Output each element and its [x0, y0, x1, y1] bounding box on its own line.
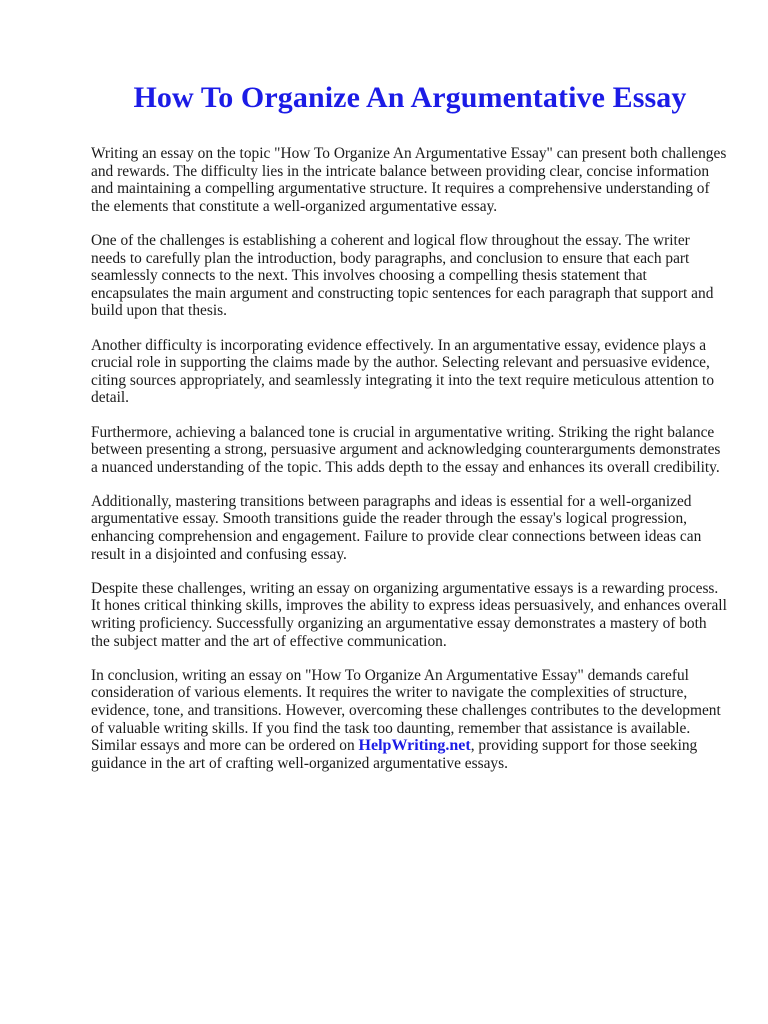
paragraph-conclusion: [91, 667, 727, 773]
paragraph-intro: Writing an essay on the topic "How To Organize An Argumentative Essay" can present both challenges and rewards. The difficulty lies in the intricate balance between providing clear, concise information and maintaining a compelling argumentative structure. It requires a comprehensive understanding of the elements that constitute a well-organized argumentative essay.: [91, 145, 727, 215]
conclusion-text-before-link: In conclusion, writing an essay on "How To Organize An Argumentative Essay" demands careful consideration of various elements. It requires the writer to navigate the complexities of structure, evidence, tone, and transitions. However, overcoming these challenges contributes to the development of valuable writing skills. If you find the task too daunting, remember that assistance is available. Similar essays and more can be ordered on: [91, 666, 721, 755]
paragraph-flow: One of the challenges is establishing a coherent and logical flow throughout the essay. The writer needs to carefully plan the introduction, body paragraphs, and conclusion to ensure that each part seamlessly connects to the next. This involves choosing a compelling thesis statement that encapsulates the main argument and constructing topic sentences for each paragraph that support and build upon that thesis.: [91, 231, 714, 320]
paragraph-transitions: Additionally, mastering transitions between paragraphs and ideas is essential for a well-organized argumentative essay. Smooth transitions guide the reader through the essay's logical progression, enhancing comprehension and engagement. Failure to provide clear connections between ideas can result in a disjointed and confusing essay.: [91, 492, 702, 563]
helpwriting-link[interactable]: HelpWriting.net: [358, 737, 471, 755]
conclusion-text-after-link: , providing support for those seeking guidance in the art of crafting well-organized argumentative essays.: [91, 737, 698, 772]
document-body: [91, 145, 727, 789]
paragraph-rewards: Despite these challenges, writing an essay on organizing argumentative essays is a rewarding process. It hones critical thinking skills, improves the ability to express ideas persuasively, and enhances overall writing proficiency. Successfully organizing an argumentative essay demonstrates a mastery of both the subject matter and the art of effective communication.: [91, 579, 727, 650]
paragraph-evidence: Another difficulty is incorporating evidence effectively. In an argumentative essay, evidence plays a crucial role in supporting the claims made by the author. Selecting relevant and persuasive evidence, citing sources appropriately, and seamlessly integrating it into the text require meticulous attention to detail.: [91, 336, 715, 407]
paragraph-tone: Furthermore, achieving a balanced tone is crucial in argumentative writing. Striking the right balance between presenting a strong, persuasive argument and acknowledging counterarguments demonstrates a nuanced understanding of the topic. This adds depth to the essay and enhances its overall credibility.: [91, 423, 721, 476]
document-title: How To Organize An Argumentative Essay: [133, 81, 687, 114]
